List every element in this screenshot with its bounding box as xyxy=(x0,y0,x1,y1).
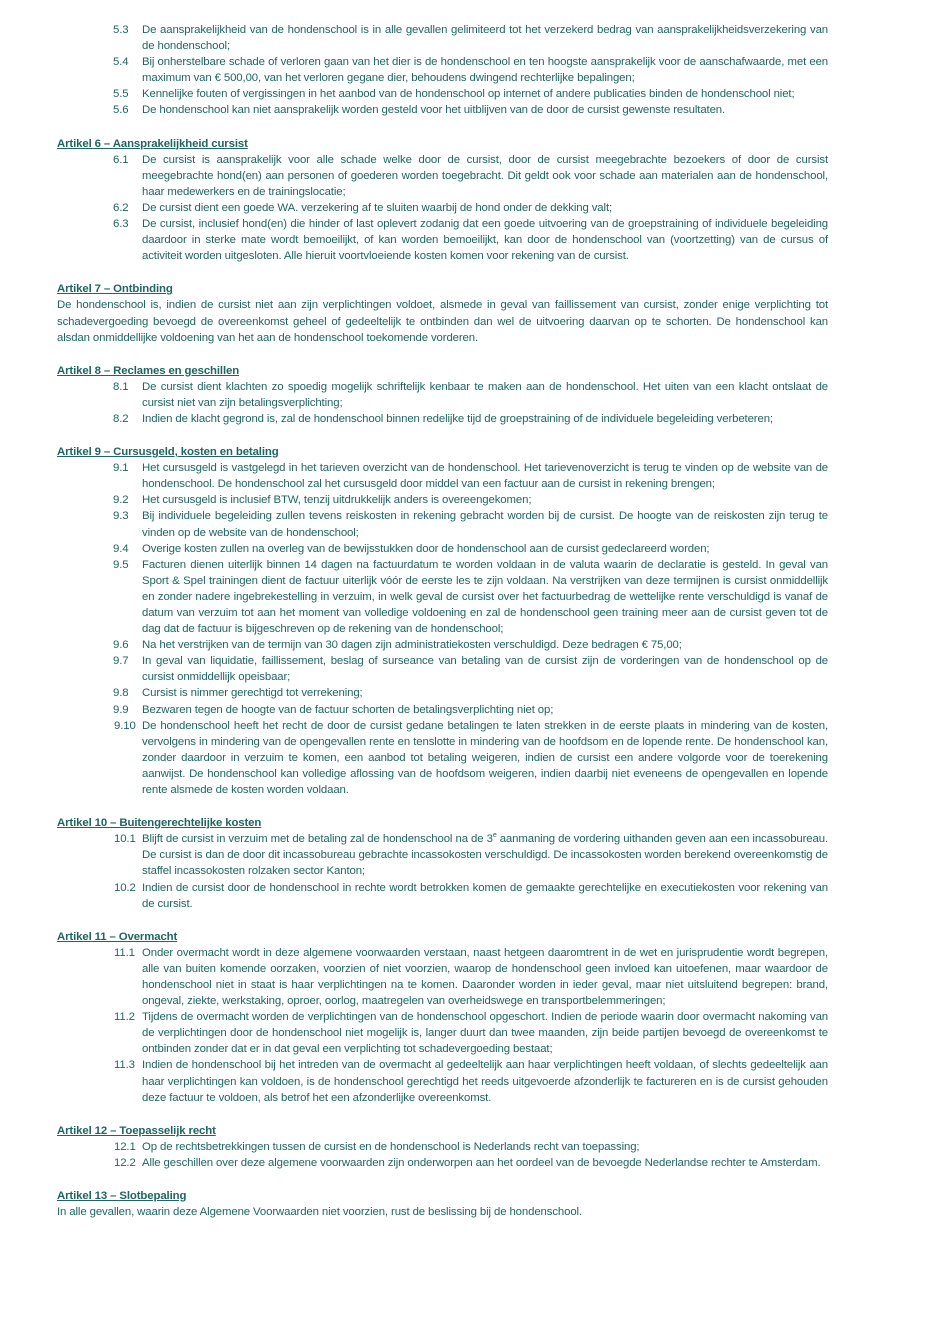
clause-12-1 xyxy=(57,1139,828,1155)
clause-number: 9.9 xyxy=(113,703,129,716)
clause-number: 6.3 xyxy=(113,218,129,231)
clause-text: Het cursusgeld is inclusief BTW, tenzij uitdrukkelijk anders is overeengekomen; xyxy=(142,494,532,507)
clause-6-3 xyxy=(57,216,828,264)
clause-9-3 xyxy=(57,508,828,540)
clause-number: 9.3 xyxy=(113,510,129,523)
clause-5-6 xyxy=(57,102,828,118)
clause-text xyxy=(142,833,828,877)
article-8-heading: Artikel 8 – Reclames en geschillen xyxy=(57,364,240,377)
clause-text-after: aanmaning de vordering uithanden geven aan een incassobureau. De cursist is dan de door dit incassobureau gebrachte incassokosten verschuldigd. De incassokosten worden berekend overeenkomstig de staffel incassokosten rolzaken sector Kanton; xyxy=(142,833,828,878)
clause-number: 9.10 xyxy=(114,719,136,732)
clause-number: 8.2 xyxy=(113,412,129,425)
clause-number: 9.2 xyxy=(113,494,129,507)
clause-text: Indien de hondenschool bij het intreden van de overmacht al gedeeltelijk aan haar verplichtingen heeft voldaan, of slechts gedeeltelijk aan haar verplichtingen kan voldoen, is de hondenschool gerechtigd het reeds uitgevoerde afzonderlijk te factureren en is de cursist gehouden deze factuur te voldoen, als betrof het een afzonderlijke overeenkomst. xyxy=(142,1059,828,1104)
clause-text-before: Blijft de cursist in verzuim met de betaling zal de hondenschool na de 3 xyxy=(142,833,493,846)
clause-text: Facturen dienen uiterlijk binnen 14 dagen na factuurdatum te worden voldaan in de valuta waarin de declaratie is gesteld. In geval van Sport & Spel trainingen dient de factuur uiterlijk vóór de eerste les te zijn voldaan. Na verstrijken van deze termijnen is cursist onmiddellijk en zonder nadere ingebrekestelling in verzuim, in welk geval de cursist over het factuurbedrag de wettelijke rente verschuldigd is vanaf de datum van verzuim tot aan het moment van volledige voldoening en zal de hondenschool geen training meer aan de cursist geven tot de dag dat de factuur is bijgeschreven op de rekening van de hondenschool; xyxy=(142,558,828,636)
clause-text: Alle geschillen over deze algemene voorwaarden zijn onderworpen aan het oordeel van de bevoegde Nederlandse rechter te Amsterdam. xyxy=(142,1156,821,1169)
clause-number: 5.3 xyxy=(113,24,129,36)
clause-text: De cursist dient een goede WA. verzekering af te sluiten waarbij de hond onder de dekking valt; xyxy=(142,201,613,214)
article-11-heading: Artikel 11 – Overmacht xyxy=(57,930,178,943)
article-7-paragraph: De hondenschool is, indien de cursist niet aan zijn verplichtingen voldoet, alsmede in geval van faillissement van cursist, zonder enige verplichting tot schadevergoeding bevoegd de overeenkomst geheel of gedeeltelijk te ontbinden dan wel de uitvoering daarvan op te schorten. De hondenschool kan alsdan onmiddellijke voldoening van het aan de hondenschool toekomende vorderen. xyxy=(57,299,828,344)
clause-number: 5.4 xyxy=(113,56,129,69)
document-page xyxy=(57,22,828,1220)
clause-text: Cursist is nimmer gerechtigd tot verrekening; xyxy=(142,687,363,700)
clause-text: De cursist dient klachten zo spoedig mogelijk schriftelijk kenbaar te maken aan de hondenschool. Het uiten van een klacht ontslaat de cursist niet van zijn betalingsverplichting; xyxy=(142,380,828,409)
clause-number: 9.8 xyxy=(113,687,129,700)
clause-10-1 xyxy=(57,831,828,879)
clause-5-5 xyxy=(57,86,828,102)
clause-text: In geval van liquidatie, faillissement, beslag of surseance van betaling van de cursist zijn de vorderingen van de hondenschool op de cursist onmiddellijk opeisbaar; xyxy=(142,655,828,684)
clause-number: 11.3 xyxy=(114,1059,135,1072)
clause-text: Indien de klacht gegrond is, zal de hondenschool binnen redelijke tijd de groepstraining of de individuele begeleiding verbeteren; xyxy=(142,412,773,425)
clause-number: 9.1 xyxy=(113,462,129,475)
clause-11-1 xyxy=(57,945,828,1009)
clause-text: Bij onherstelbare schade of verloren gaan van het dier is de hondenschool en ten hoogste aansprakelijk voor de aanschafwaarde, met een maximum van € 500,00, van het verloren gegane dier, behoudens dwingend rechterlijke bepalingen; xyxy=(142,56,828,85)
clause-9-10 xyxy=(57,718,828,798)
clause-number: 10.1 xyxy=(114,833,136,846)
clause-text: Overige kosten zullen na overleg van de bewijsstukken door de hondenschool aan de cursist gedeclareerd worden; xyxy=(142,542,710,555)
clause-9-7 xyxy=(57,653,828,685)
article-7-heading: Artikel 7 – Ontbinding xyxy=(57,283,173,296)
clause-12-2 xyxy=(57,1155,828,1171)
clause-number: 8.1 xyxy=(113,380,129,393)
clause-text: Indien de cursist door de hondenschool in rechte wordt betrokken komen de gemaakte gerechtelijke en executiekosten voor rekening van de cursist. xyxy=(142,881,828,910)
clause-number: 9.6 xyxy=(113,639,129,652)
clause-text: De cursist, inclusief hond(en) die hinder of last oplevert zodanig dat een goede uitvoering van de groepstraining of individuele begeleiding daardoor in sterke mate wordt bemoeilijkt, of kan worden bemoeilijkt, kan door de hondenschool van (voortzetting) van de cursus of activiteit worden uitgesloten. Alle hieruit voortvloeiende kosten komen voor rekening van de cursist. xyxy=(142,218,828,263)
clause-6-1 xyxy=(57,152,828,200)
article-13-paragraph: In alle gevallen, waarin deze Algemene Voorwaarden niet voorzien, rust de beslissing bij de hondenschool. xyxy=(57,1206,583,1219)
clause-text: Bezwaren tegen de hoogte van de factuur schorten de betalingsverplichting niet op; xyxy=(142,703,554,716)
clause-9-9 xyxy=(57,702,828,718)
clause-text: Onder overmacht wordt in deze algemene voorwaarden verstaan, naast hetgeen daaromtrent in de wet en jurisprudentie wordt begrepen, alle van buiten komende oorzaken, voorzien of niet voorzien, waarop de hondenschool geen invloed kan uitoefenen, maar waardoor de hondenschool niet in staat is haar verplichtingen na te komen. Daaronder worden in ieder geval, maar niet uitsluitend begrepen: brand, ongeval, ziekte, werkstaking, oproer, oorlog, maatregelen van overheidswege en transportbelemmeringen; xyxy=(142,946,828,1008)
clause-9-6 xyxy=(57,637,828,653)
clause-text: Bij individuele begeleiding zullen tevens reiskosten in rekening gebracht worden bij de cursist. De hoogte van de reiskosten zijn terug te vinden op de website van de hondenschool; xyxy=(142,510,828,539)
clause-number: 11.1 xyxy=(114,946,135,959)
clause-number: 9.7 xyxy=(113,655,129,668)
article-9-heading: Artikel 9 – Cursusgeld, kosten en betaling xyxy=(57,446,279,459)
clause-text: Na het verstrijken van de termijn van 30 dagen zijn administratiekosten verschuldigd. Deze bedragen € 75,00; xyxy=(142,639,682,652)
article-6-heading: Artikel 6 – Aansprakelijkheid cursist xyxy=(57,137,248,150)
clause-9-8 xyxy=(57,685,828,701)
article-13-heading: Artikel 13 – Slotbepaling xyxy=(57,1190,187,1202)
clause-11-3 xyxy=(57,1057,828,1105)
clause-number: 12.1 xyxy=(114,1140,136,1153)
clause-5-3 xyxy=(57,22,828,54)
ordinal-superscript: e xyxy=(492,832,497,840)
clause-text: De cursist is aansprakelijk voor alle schade welke door de cursist, door de cursist meegebrachte bezoekers of door de cursist meegebrachte hond(en) aan personen of goederen worden toegebracht. Dit geldt ook voor schade aan materialen aan de hondenschool, haar medewerkers en de trainingslocatie; xyxy=(142,153,828,198)
clause-number: 11.2 xyxy=(114,1011,135,1024)
clause-number: 9.5 xyxy=(113,558,129,571)
clause-9-5 xyxy=(57,557,828,637)
clause-number: 10.2 xyxy=(114,881,136,894)
clause-8-2 xyxy=(57,411,828,427)
clause-8-1 xyxy=(57,379,828,411)
clause-text: De aansprakelijkheid van de hondenschool is in alle gevallen gelimiteerd tot het verzekerd bedrag van aansprakelijkheidsverzekering van de hondenschool; xyxy=(142,24,828,53)
clause-text: Tijdens de overmacht worden de verplichtingen van de hondenschool opgeschort. Indien de periode waarin door overmacht nakoming van de verplichtingen door de hondenschool niet mogelijk is, langer duurt dan twee maanden, zijn beide partijen bevoegd de overeenkomst te ontbinden zonder dat er in dat geval een verplichting tot schadevergoeding bestaat; xyxy=(142,1011,828,1056)
clause-9-4 xyxy=(57,541,828,557)
clause-10-2 xyxy=(57,880,828,912)
clause-9-1 xyxy=(57,460,828,492)
clause-11-2 xyxy=(57,1009,828,1057)
clause-5-4 xyxy=(57,54,828,86)
clause-text: Op de rechtsbetrekkingen tussen de cursist en de hondenschool is Nederlands recht van toepassing; xyxy=(142,1140,640,1153)
clause-text: De hondenschool heeft het recht de door de cursist gedane betalingen te laten strekken in de eerste plaats in mindering van de kosten, vervolgens in mindering van de opengevallen rente en tenslotte in mindering van de hoofdsom en de lopende rente. De hondenschool kan, zonder daardoor in verzuim te komen, een aanbod tot betaling weigeren, indien de cursist een andere volgorde voor de toerekening aanwijst. De hondenschool kan volledige aflossing van de hoofdsom weigeren, indien daarbij niet eveneens de opengevallen en lopende rente alsmede de kosten worden voldaan. xyxy=(142,719,828,797)
clause-number: 5.5 xyxy=(113,88,129,101)
article-12-heading: Artikel 12 – Toepasselijk recht xyxy=(57,1124,216,1137)
clause-number: 6.1 xyxy=(113,153,129,166)
clause-text: Kennelijke fouten of vergissingen in het aanbod van de hondenschool op internet of andere publicaties binden de hondenschool niet; xyxy=(142,88,795,101)
clause-number: 6.2 xyxy=(113,201,129,214)
clause-text: De hondenschool kan niet aansprakelijk worden gesteld voor het uitblijven van de door de cursist gewenste resultaten. xyxy=(142,104,726,117)
clause-number: 9.4 xyxy=(113,542,129,555)
clause-6-2 xyxy=(57,200,828,216)
article-10-heading: Artikel 10 – Buitengerechtelijke kosten xyxy=(57,817,262,830)
clause-9-2 xyxy=(57,492,828,508)
clause-number: 12.2 xyxy=(114,1156,136,1169)
clause-text: Het cursusgeld is vastgelegd in het tarieven overzicht van de hondenschool. Het tarievenoverzicht is terug te vinden op de website van de hondenschool. De hondenschool zal het cursusgeld door middel van een factuur aan de cursist in rekening brengen; xyxy=(142,462,828,491)
clause-number: 5.6 xyxy=(113,104,129,117)
